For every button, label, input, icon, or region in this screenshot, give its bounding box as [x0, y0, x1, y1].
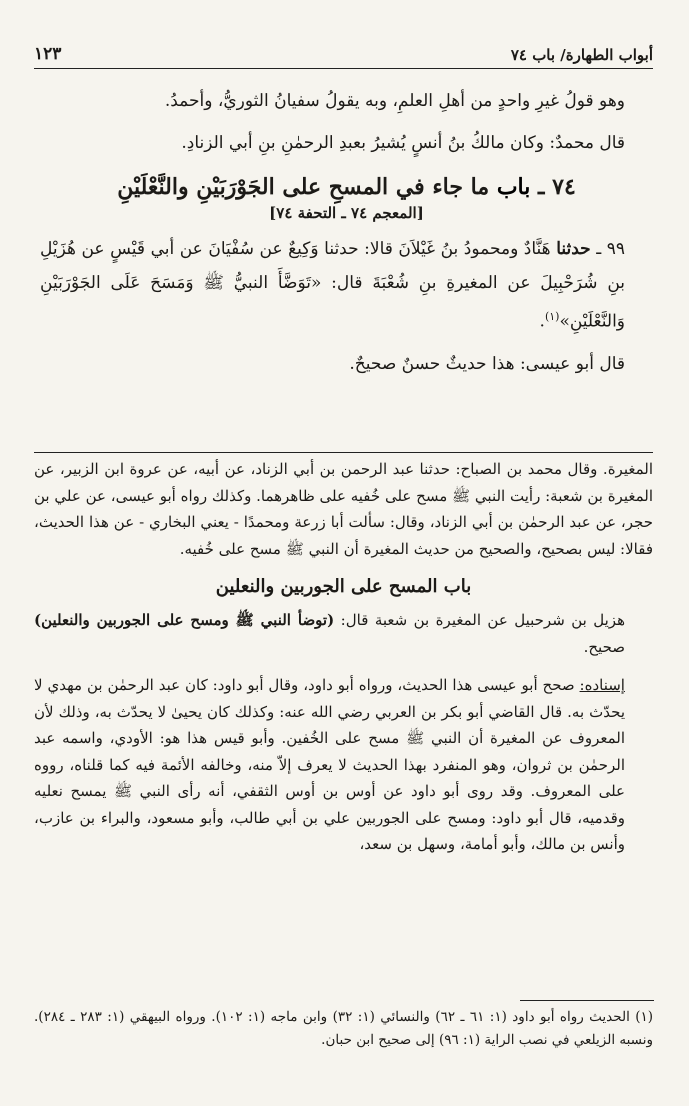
commentary-para-2 — [34, 607, 653, 660]
hadith-text — [40, 232, 653, 339]
haddathana-word: حدثنا — [556, 239, 591, 259]
footnote-separator — [520, 1000, 654, 1001]
tuhfa-reference: [المعجم ٧٤ ـ التحفة ٧٤] — [269, 204, 424, 222]
chapter-title: ما جاء في المسحِ على الجَوْرَبَيْنِ والنَّعْلَيْنِ — [117, 174, 490, 200]
para3-body: صحح أبو عيسى هذا الحديث، ورواه أبو داود، وقال أبو داود: كان عبد الرحمٰن بن مهدي لا يحدّث به. قال القاضي أبو بكر بن العربي رضي الله عنه: وكذلك كان يحيىٰ لا يحدّث به، وذلك لأن المعروف عن المغيرة أن النبي ﷺ مسح على الخُفين. وأبو قيس هذا هو: الأودي، واسمه عبد الرحمٰن بن ثروان، وهو المنفرد بهذا الحديث لا يعرف إلاّ منه، وخالفه الأئمة فيه كما قلناه، رووه على المعروف. وقد روى أبو داود عن أوس بن أوس الثقفي، أنه رأى النبي ﷺ يمسح نعليه وقدميه، قال أبو داود: ومسح على الجوربين علي بن أبي طالب، وأبو مسعود، والبراء بن عازب، وأنس بن مالك، وأبو أمامة، وسهل بن سعد، — [34, 676, 625, 853]
para2-post: صحيح. — [583, 637, 625, 656]
chapter-number: ٧٤ ـ — [538, 174, 576, 200]
commentary-separator — [34, 452, 653, 453]
text-line-2: قال محمدٌ: وكان مالكُ بنُ أنسٍ يُشيرُ بعبدِ الرحمٰنِ بنِ أبي الزنادِ. — [181, 133, 625, 153]
commentary-para-1: المغيرة. وقال محمد بن الصباح: حدثنا عبد الرحمن بن أبي الزناد، عن أبيه، عن عروة ابن الزبير، عن المغيرة بن شعبة: رأيت النبي ﷺ مسح على خُفيه على ظاهرهما. وكذلك رواه أبو عيسى، عن علي بن حجر، عن عبد الرحمٰن بن أبي الزناد، وقال: سألت أبا زرعة ومحمدًا - يعني البخاري - عن هذا الحديث، فقالا: ليس بصحيح، والصحيح من حديث المغيرة أن النبي ﷺ مسح على خُفيه. — [34, 460, 654, 558]
hadith-end: . — [539, 311, 545, 332]
para2-bold: (توضأ النبي ﷺ ومسح على الجوربين والنعلين) — [34, 611, 335, 629]
hadith-body: هَنَّادٌ ومحمودُ بنُ غَيْلاَنَ قالا: حدثنا وَكِيعٌ عن سُفْيَانَ عن أبي قَيْسٍ عن هُزَيْلِ بنِ شُرَحْبِيلَ عن المغيرةِ بنِ شُعْبَةَ قال: «تَوَضَّأَ النبيُّ ﷺ وَمَسَحَ عَلَى الجَوْرَبَيْنِ وَالنَّعْلَيْنِ» — [40, 239, 625, 332]
commentary-para-3 — [34, 672, 653, 858]
para2-pre: هزيل بن شرحبيل عن المغيرة بن شعبة قال: — [340, 611, 625, 629]
footnote-ref: (١) — [544, 310, 560, 323]
commentary — [34, 456, 653, 858]
footnote-1: (١) الحديث رواه أبو داود (١: ٦١ ـ ٦٢) والنسائي (١: ٣٢) وابن ماجه (١: ١٠٢). ورواه البيهقي (١: ٢٨٣ ـ ٢٨٤). ونسبه الزيلعي في نصب الراية (١: ٩٦) إلى صحيح ابن حبان. — [34, 1009, 654, 1048]
footnotes — [34, 1006, 653, 1052]
chapter-word: باب — [496, 174, 531, 200]
chapter-heading — [40, 174, 653, 200]
page-number: ١٢٣ — [34, 44, 62, 64]
main-text — [40, 84, 653, 381]
hadith-number: ٩٩ ـ — [596, 239, 626, 259]
running-title: أبواب الطهارة/ باب ٧٤ — [510, 46, 653, 64]
abu-isa-grade: قال أبو عيسى: هذا حديثٌ حسنٌ صحيحٌ. — [349, 353, 625, 374]
text-line-1: وهو قولُ غيرِ واحدٍ من أهلِ العلمِ، وبه يقولُ سفيانُ الثوريُّ، وأحمدُ. — [164, 91, 625, 111]
page-header — [34, 34, 653, 69]
isnad-label: إسناده: — [579, 676, 625, 694]
commentary-subheading: باب المسح على الجوربين والنعلين — [215, 576, 472, 597]
